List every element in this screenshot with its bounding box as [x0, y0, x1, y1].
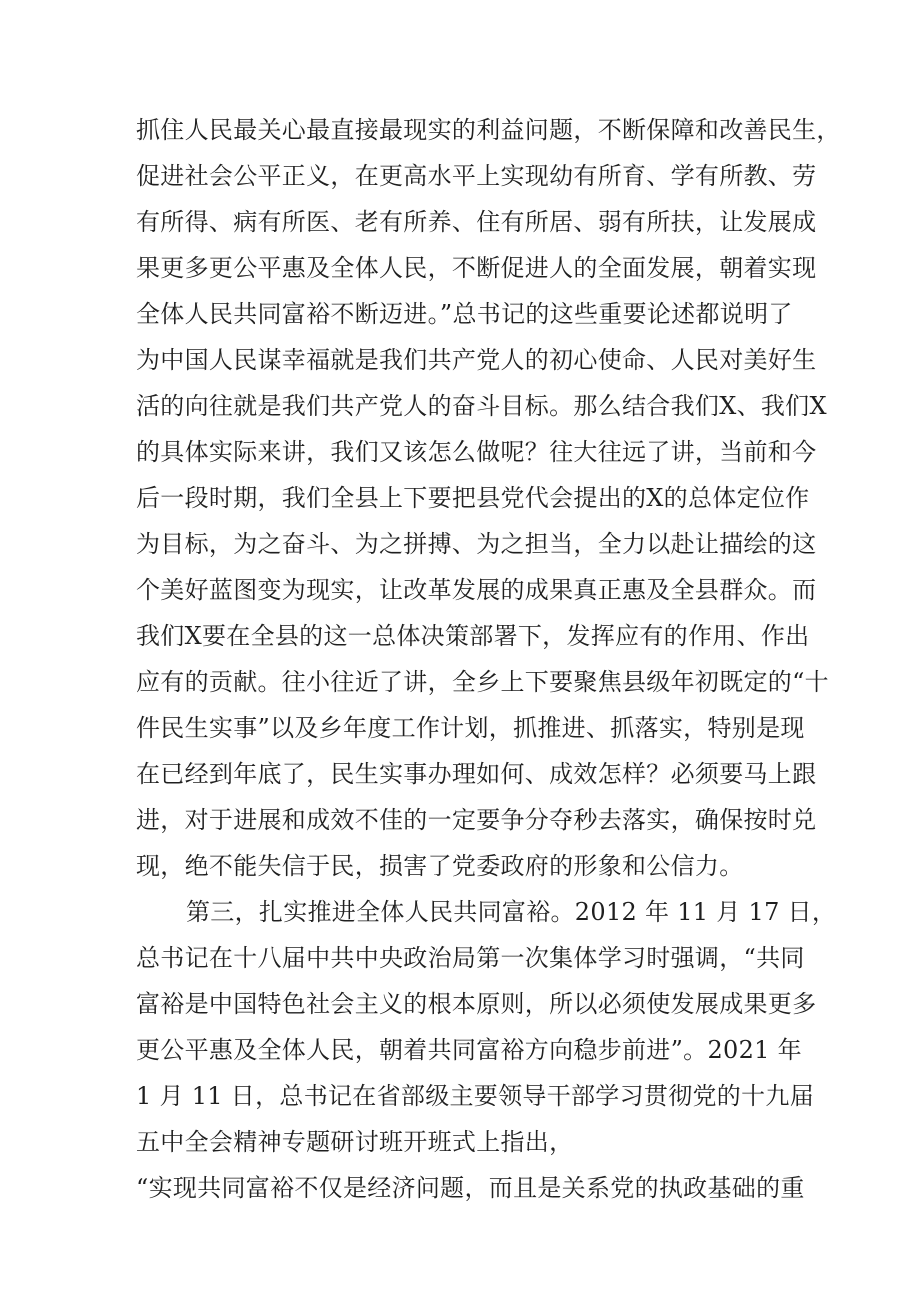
text-line: 五中全会精神专题研讨班开班式上指出， — [136, 1128, 574, 1156]
text-line: 总书记在十八届中共中央政治局第一次集体学习时强调，“共同 — [136, 944, 805, 972]
text-line: 活的向往就是我们共产党人的奋斗目标。那么结合我们X、我们X — [136, 392, 827, 420]
text-line: 抓住人民最关心最直接最现实的利益问题，不断保障和改善民生， — [136, 116, 841, 144]
text-line: 后一段时期，我们全县上下要把县党代会提出的X的总体定位作 — [136, 484, 810, 512]
text-line: 为中国人民谋幸福就是我们共产党人的初心使命、人民对美好生 — [136, 346, 817, 374]
text-line: 现，绝不能失信于民，损害了党委政府的形象和公信力。 — [136, 852, 744, 880]
text-line: 富裕是中国特色社会主义的根本原则，所以必须使发展成果更多 — [136, 990, 817, 1018]
text-line: 在已经到年底了，民生实事办理如何、成效怎样？必须要马上跟 — [136, 760, 817, 788]
text-line: 的具体实际来讲，我们又该怎么做呢？往大往远了讲，当前和今 — [136, 438, 817, 466]
text-line: 个美好蓝图变为现实，让改革发展的成果真正惠及全县群众。而 — [136, 576, 817, 604]
text-line: 为目标，为之奋斗、为之拼搏、为之担当，全力以赴让描绘的这 — [136, 530, 817, 558]
paragraph-first-line: 第三，扎实推进全体人民共同富裕。2012 年 11 月 17 日， — [186, 898, 837, 926]
text-line: 1 月 11 日，总书记在省部级主要领导干部学习贯彻党的十九届 — [136, 1082, 814, 1110]
text-line: 果更多更公平惠及全体人民，不断促进人的全面发展，朝着实现 — [136, 254, 817, 282]
text-line: 件民生实事”以及乡年度工作计划，抓推进、抓落实，特别是现 — [136, 714, 805, 742]
text-line: 有所得、病有所医、老有所养、住有所居、弱有所扶，让发展成 — [136, 208, 817, 236]
text-line: 全体人民共同富裕不断迈进。”总书记的这些重要论述都说明了 — [136, 300, 793, 328]
text-line: 进，对于进展和成效不佳的一定要争分夺秒去落实，确保按时兑 — [136, 806, 817, 834]
text-line: 更公平惠及全体人民，朝着共同富裕方向稳步前进”。2021 年 — [136, 1036, 802, 1064]
text-line: 促进社会公平正义，在更高水平上实现幼有所育、学有所教、劳 — [136, 162, 817, 190]
text-line: 我们X要在全县的这一总体决策部署下，发挥应有的作用、作出 — [136, 622, 810, 650]
text-line: 应有的贡献。往小往近了讲，全乡上下要聚焦县级年初既定的“十 — [136, 668, 829, 696]
text-line: “实现共同富裕不仅是经济问题，而且是关系党的执政基础的重 — [136, 1174, 805, 1202]
